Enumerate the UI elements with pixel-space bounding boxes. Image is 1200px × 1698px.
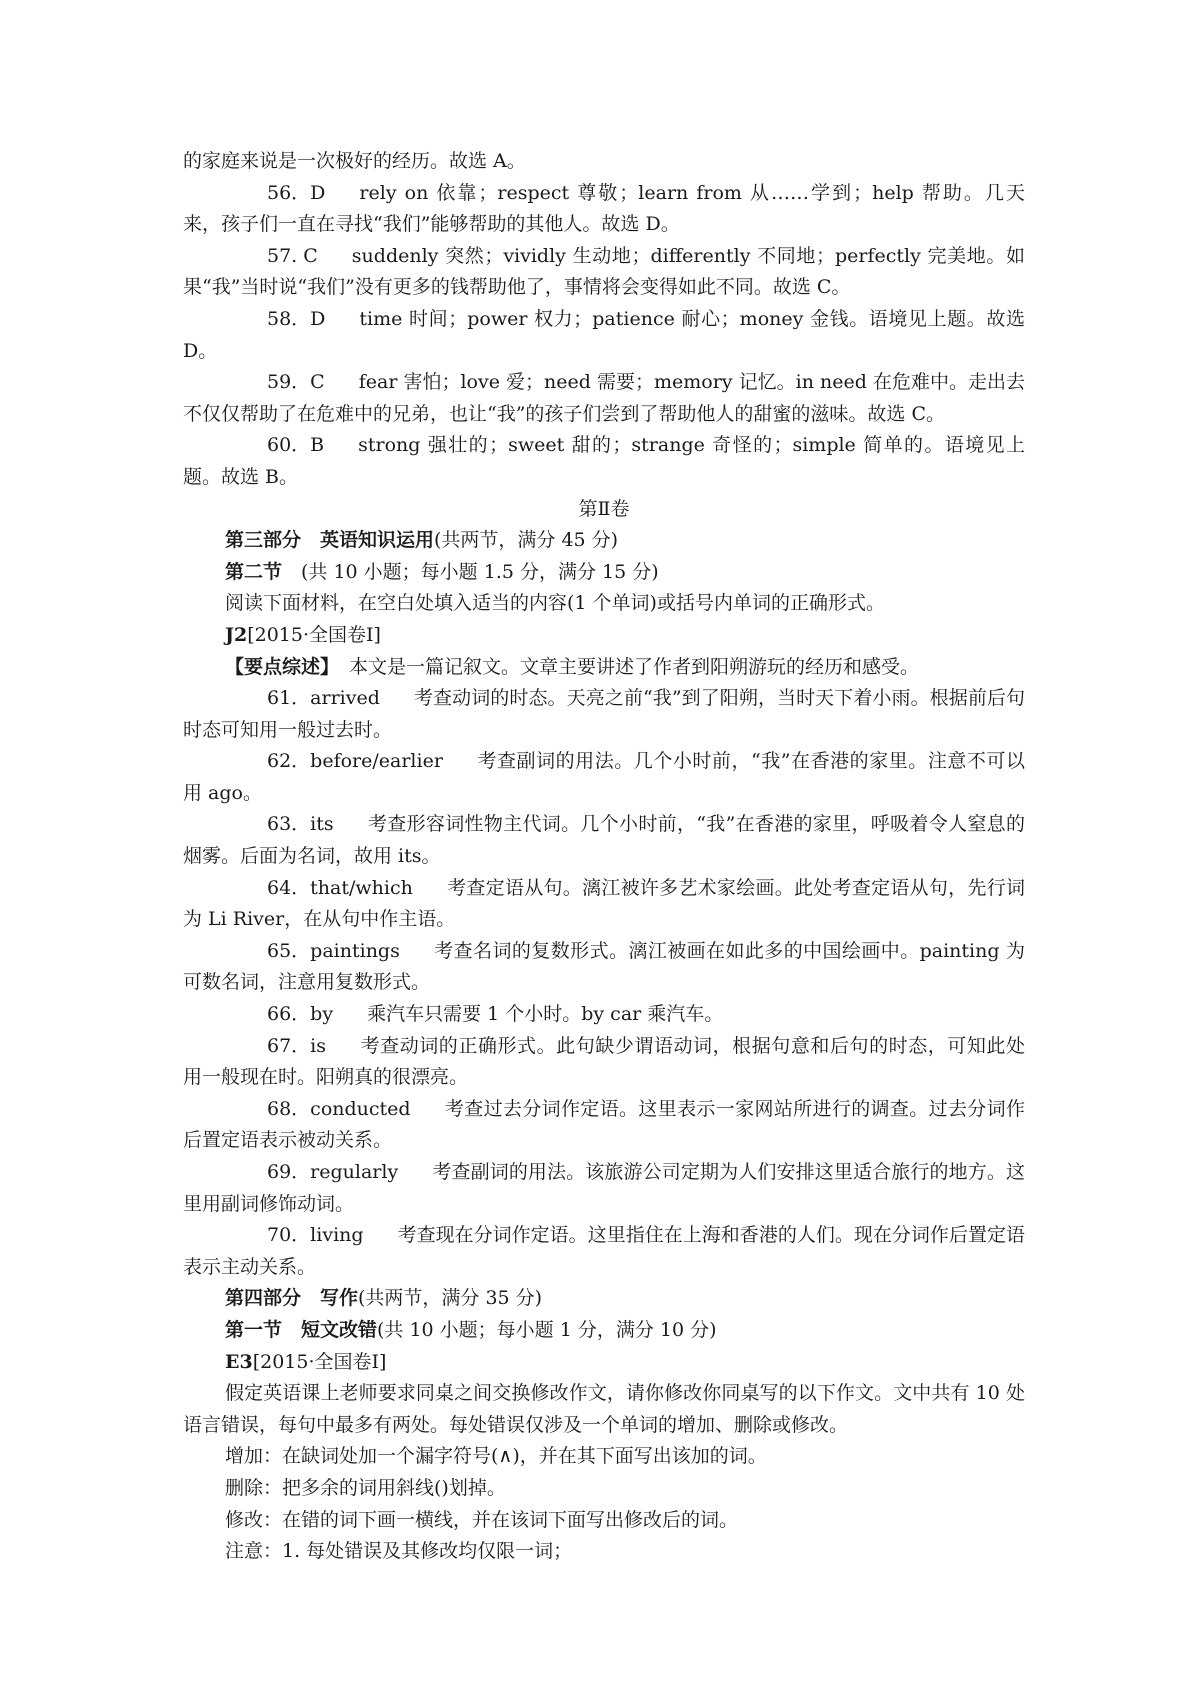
answer-number: 66．by — [267, 1003, 334, 1026]
source-line-j2 — [183, 620, 1025, 652]
source-line-e3 — [183, 1347, 1025, 1379]
answer-68 — [183, 1094, 1025, 1157]
answer-69 — [183, 1157, 1025, 1220]
answer-number: 68．conducted — [267, 1097, 411, 1120]
section-one-heading — [183, 1315, 1025, 1347]
answer-number: 69．regularly — [267, 1161, 399, 1183]
answer-61 — [183, 683, 1025, 746]
answer-number: 65．paintings — [267, 939, 400, 962]
answer-explanation: suddenly 突然；vividly 生动地；differently 不同地；perfectly 完美地。如果“我”当时说“我们”没有更多的钱帮助他了，事情将会变得如此不同。故选 C。 — [183, 244, 1025, 299]
summary-heading: 【要点综述】 — [225, 655, 340, 678]
volume-title: 第Ⅱ卷 — [578, 497, 630, 520]
section-detail: (共 10 小题；每小题 1 分，满分 10 分) — [377, 1318, 717, 1341]
part-title: 第三部分 英语知识运用 — [225, 529, 435, 552]
instruction-text: 阅读下面材料，在空白处填入适当的内容(1 个单词)或括号内单词的正确形式。 — [225, 592, 885, 615]
answer-67 — [183, 1031, 1025, 1094]
answer-explanation: 乘汽车只需要 1 个小时。by car 乘汽车。 — [367, 1003, 724, 1026]
rule-add: 增加：在缺词处加一个漏字符号(∧)，并在其下面写出该加的词。 — [225, 1445, 767, 1468]
answer-59 — [183, 367, 1025, 430]
rule-modify: 修改：在错的词下画一横线，并在该词下面写出修改后的词。 — [225, 1508, 739, 1531]
answer-number: 64．that/which — [267, 876, 413, 899]
answer-explanation: 考查动词的正确形式。此句缺少谓语动词，根据句意和后句的时态，可知此处用一般现在时。阳朔真的很漂亮。 — [183, 1034, 1025, 1089]
answer-62 — [183, 746, 1025, 809]
answer-57 — [183, 241, 1025, 304]
summary-line — [183, 652, 1025, 684]
part-three-heading — [183, 525, 1025, 557]
answer-explanation: fear 害怕；love 爱；need 需要；memory 记忆。in need 在危难中。走出去不仅仅帮助了在危难中的兄弟，也让“我”的孩子们尝到了帮助他人的甜蜜的滋味。故选 C。 — [183, 371, 1025, 425]
answer-66 — [183, 999, 1025, 1031]
answer-explanation: rely on 依靠；respect 尊敬；learn from 从……学到；help 帮助。几天来，孩子们一直在寻找“我们”能够帮助的其他人。故选 D。 — [183, 181, 1025, 236]
answer-number: 60．B — [267, 434, 325, 457]
answer-64 — [183, 873, 1025, 936]
answer-explanation: 考查定语从句。漓江被许多艺术家绘画。此处考查定语从句，先行词为 Li River，在从句中作主语。 — [183, 876, 1025, 931]
answer-number: 57. C — [267, 244, 318, 267]
answer-explanation: strong 强壮的；sweet 甜的；strange 奇怪的；simple 简单的。语境见上题。故选 B。 — [183, 434, 1025, 488]
summary-text: 本文是一篇记叙文。文章主要讲述了作者到阳朔游玩的经历和感受。 — [349, 655, 920, 678]
part-detail: (共两节，满分 45 分) — [434, 529, 619, 552]
answer-58 — [183, 304, 1025, 367]
answer-explanation: time 时间；power 权力；patience 耐心；money 金钱。语境见上题。故选 D。 — [183, 307, 1025, 362]
section-title: 第一节 短文改错 — [225, 1318, 378, 1341]
answer-number: 62．before/earlier — [267, 750, 443, 773]
answer-56 — [183, 178, 1025, 241]
paragraph-continuation: 的家庭来说是一次极好的经历。故选 A。 — [183, 150, 526, 172]
answer-63 — [183, 809, 1025, 872]
answer-explanation: 考查形容词性物主代词。几个小时前，“我”在香港的家里，呼吸着令人窒息的烟雾。后面为名词，故用 its。 — [183, 813, 1025, 868]
note-line: 注意：1. 每处错误及其修改均仅限一词； — [225, 1540, 573, 1563]
answer-number: 59．C — [267, 371, 325, 394]
section-title: 第二节 — [225, 560, 283, 583]
part-title: 第四部分 写作 — [225, 1287, 359, 1310]
source-code: E3 — [225, 1350, 253, 1373]
section-detail: (共 10 小题；每小题 1.5 分，满分 15 分) — [282, 560, 659, 583]
answer-65 — [183, 936, 1025, 999]
answer-number: 56．D — [267, 181, 326, 204]
answer-number: 70．living — [267, 1224, 364, 1247]
answer-explanation: 考查副词的用法。该旅游公司定期为人们安排这里适合旅行的地方。这里用副词修饰动词。 — [183, 1161, 1025, 1215]
source-reference: [2015·全国卷Ⅰ] — [247, 623, 381, 646]
answer-60 — [183, 430, 1025, 493]
answer-number: 67．is — [267, 1034, 327, 1057]
part-detail: (共两节，满分 35 分) — [358, 1287, 543, 1310]
rule-delete: 删除：把多余的词用斜线()划掉。 — [225, 1476, 506, 1499]
answer-70 — [183, 1220, 1025, 1283]
section-two-heading — [183, 557, 1025, 589]
answer-number: 63．its — [267, 813, 334, 836]
answer-number: 58．D — [267, 307, 326, 330]
document-page — [183, 146, 1025, 1568]
source-code: J2 — [225, 623, 248, 646]
part-four-heading — [183, 1283, 1025, 1315]
answer-number: 61．arrived — [267, 687, 380, 710]
answer-explanation: 考查名词的复数形式。漓江被画在如此多的中国绘画中。painting 为可数名词，注意用复数形式。 — [183, 939, 1025, 994]
answer-explanation: 考查过去分词作定语。这里表示一家网站所进行的调查。过去分词作后置定语表示被动关系。 — [183, 1097, 1025, 1152]
answer-explanation: 考查现在分词作定语。这里指住在上海和香港的人们。现在分词作后置定语表示主动关系。 — [183, 1224, 1025, 1278]
answer-explanation: 考查副词的用法。几个小时前，“我”在香港的家里。注意不可以用 ago。 — [183, 750, 1025, 804]
instruction-text: 假定英语课上老师要求同桌之间交换修改作文，请你修改你同桌写的以下作文。文中共有 10 处语言错误，每句中最多有两处。每处错误仅涉及一个单词的增加、删除或修改。 — [183, 1382, 1025, 1436]
answer-explanation: 考查动词的时态。天亮之前“我”到了阳朔，当时天下着小雨。根据前后句时态可知用一般过去时。 — [183, 687, 1025, 741]
source-reference: [2015·全国卷Ⅰ] — [252, 1350, 387, 1373]
